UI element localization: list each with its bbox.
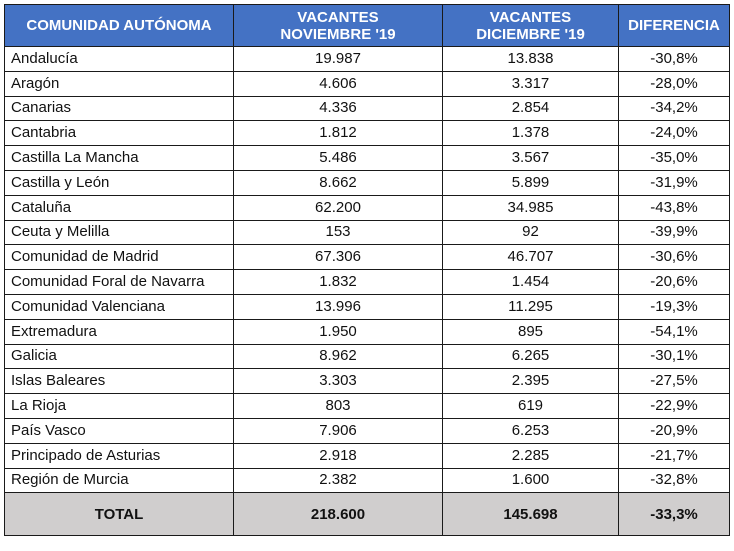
cell-diciembre: 34.985 <box>443 195 619 220</box>
cell-comunidad: Aragón <box>5 71 234 96</box>
cell-comunidad: Castilla La Mancha <box>5 146 234 171</box>
cell-diferencia: -43,8% <box>619 195 730 220</box>
table-row <box>5 294 730 319</box>
cell-noviembre: 2.382 <box>234 468 443 493</box>
cell-noviembre: 5.486 <box>234 146 443 171</box>
cell-noviembre: 4.336 <box>234 96 443 121</box>
total-label: TOTAL <box>5 493 234 536</box>
cell-diferencia: -20,9% <box>619 418 730 443</box>
cell-noviembre: 8.662 <box>234 170 443 195</box>
cell-noviembre: 13.996 <box>234 294 443 319</box>
cell-noviembre: 2.918 <box>234 443 443 468</box>
cell-comunidad: Principado de Asturias <box>5 443 234 468</box>
table-row <box>5 195 730 220</box>
cell-noviembre: 62.200 <box>234 195 443 220</box>
cell-noviembre: 1.832 <box>234 270 443 295</box>
total-diciembre: 145.698 <box>443 493 619 536</box>
cell-diciembre: 2.285 <box>443 443 619 468</box>
cell-comunidad: Ceuta y Melilla <box>5 220 234 245</box>
table-row <box>5 369 730 394</box>
cell-comunidad: Cataluña <box>5 195 234 220</box>
cell-diferencia: -24,0% <box>619 121 730 146</box>
table-row <box>5 344 730 369</box>
cell-diferencia: -27,5% <box>619 369 730 394</box>
table-row <box>5 468 730 493</box>
cell-comunidad: Andalucía <box>5 47 234 72</box>
cell-diciembre: 1.600 <box>443 468 619 493</box>
table-row <box>5 443 730 468</box>
cell-comunidad: Castilla y León <box>5 170 234 195</box>
cell-diferencia: -39,9% <box>619 220 730 245</box>
cell-diferencia: -21,7% <box>619 443 730 468</box>
cell-diciembre: 46.707 <box>443 245 619 270</box>
vacancies-table <box>4 4 730 536</box>
table-row <box>5 418 730 443</box>
header-diciembre: VACANTES DICIEMBRE '19 <box>443 5 619 47</box>
cell-noviembre: 1.950 <box>234 319 443 344</box>
cell-diferencia: -22,9% <box>619 394 730 419</box>
cell-diciembre: 6.253 <box>443 418 619 443</box>
cell-comunidad: Comunidad Valenciana <box>5 294 234 319</box>
cell-diferencia: -31,9% <box>619 170 730 195</box>
cell-noviembre: 19.987 <box>234 47 443 72</box>
cell-comunidad: Islas Baleares <box>5 369 234 394</box>
cell-diferencia: -20,6% <box>619 270 730 295</box>
cell-diciembre: 13.838 <box>443 47 619 72</box>
header-diferencia: DIFERENCIA <box>619 5 730 47</box>
header-comunidad: COMUNIDAD AUTÓNOMA <box>5 5 234 47</box>
total-row <box>5 493 730 536</box>
cell-diciembre: 895 <box>443 319 619 344</box>
table-row <box>5 319 730 344</box>
cell-comunidad: Región de Murcia <box>5 468 234 493</box>
cell-comunidad: Cantabria <box>5 121 234 146</box>
cell-diferencia: -30,8% <box>619 47 730 72</box>
header-row <box>5 5 730 47</box>
cell-diferencia: -35,0% <box>619 146 730 171</box>
cell-diciembre: 3.567 <box>443 146 619 171</box>
table-body <box>5 47 730 493</box>
cell-noviembre: 7.906 <box>234 418 443 443</box>
cell-noviembre: 803 <box>234 394 443 419</box>
table-row <box>5 47 730 72</box>
table-row <box>5 96 730 121</box>
table-row <box>5 71 730 96</box>
total-diferencia: -33,3% <box>619 493 730 536</box>
cell-diferencia: -19,3% <box>619 294 730 319</box>
cell-noviembre: 153 <box>234 220 443 245</box>
cell-noviembre: 4.606 <box>234 71 443 96</box>
cell-diciembre: 5.899 <box>443 170 619 195</box>
cell-diciembre: 1.378 <box>443 121 619 146</box>
cell-diciembre: 92 <box>443 220 619 245</box>
cell-noviembre: 1.812 <box>234 121 443 146</box>
table-row <box>5 220 730 245</box>
cell-diciembre: 3.317 <box>443 71 619 96</box>
cell-comunidad: Comunidad de Madrid <box>5 245 234 270</box>
cell-diferencia: -30,6% <box>619 245 730 270</box>
cell-comunidad: Canarias <box>5 96 234 121</box>
table-row <box>5 245 730 270</box>
table-row <box>5 146 730 171</box>
cell-diciembre: 2.395 <box>443 369 619 394</box>
cell-diciembre: 1.454 <box>443 270 619 295</box>
table-row <box>5 170 730 195</box>
cell-diferencia: -32,8% <box>619 468 730 493</box>
total-noviembre: 218.600 <box>234 493 443 536</box>
cell-diferencia: -54,1% <box>619 319 730 344</box>
cell-noviembre: 8.962 <box>234 344 443 369</box>
cell-comunidad: La Rioja <box>5 394 234 419</box>
cell-diferencia: -34,2% <box>619 96 730 121</box>
cell-comunidad: Comunidad Foral de Navarra <box>5 270 234 295</box>
cell-diciembre: 11.295 <box>443 294 619 319</box>
table-row <box>5 270 730 295</box>
header-noviembre: VACANTES NOVIEMBRE '19 <box>234 5 443 47</box>
cell-diciembre: 2.854 <box>443 96 619 121</box>
table-row <box>5 121 730 146</box>
cell-noviembre: 3.303 <box>234 369 443 394</box>
cell-diciembre: 619 <box>443 394 619 419</box>
cell-diferencia: -28,0% <box>619 71 730 96</box>
cell-noviembre: 67.306 <box>234 245 443 270</box>
cell-diciembre: 6.265 <box>443 344 619 369</box>
cell-diferencia: -30,1% <box>619 344 730 369</box>
cell-comunidad: Galicia <box>5 344 234 369</box>
table-row <box>5 394 730 419</box>
cell-comunidad: País Vasco <box>5 418 234 443</box>
cell-comunidad: Extremadura <box>5 319 234 344</box>
